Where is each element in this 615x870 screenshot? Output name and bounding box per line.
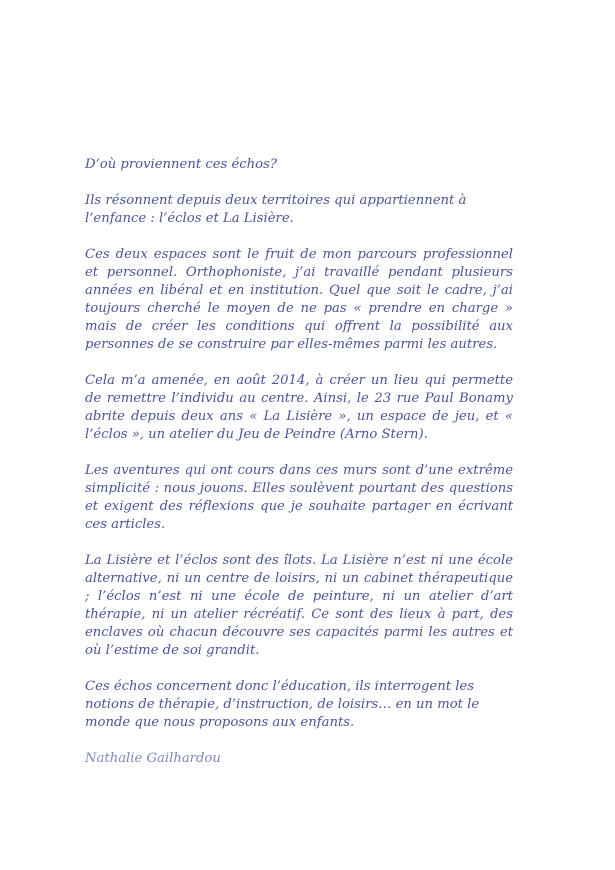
paragraph-conclusion: Ces échos concernent donc l’éducation, ils interrogent les notions de thérapie, d’instruction, de loisirs… en un mot le monde que nous proposons aux enfants. bbox=[85, 679, 480, 730]
opening-question: D’où proviennent ces échos? bbox=[85, 157, 277, 172]
paragraph-background: Ces deux espaces sont le fruit de mon parcours professionnel et personnel. Orthophoniste, j’ai travaillé pendant plusieurs années en libéral et en institution. Quel que soit le cadre, j’ai toujours cherché le moyen de ne pas « prendre en charge » mais de créer les conditions qui offrent la possibilité aux personnes de se construire par elles-mêmes parmi les autres. bbox=[85, 247, 513, 352]
document-body bbox=[85, 156, 513, 786]
paragraph-adventures: Les aventures qui ont cours dans ces murs sont d’une extrême simplicité : nous jouons. Elles soulèvent pourtant des questions et exigent des réflexions que je souhaite partager en écrivant ces articles. bbox=[85, 463, 513, 532]
paragraph-islands: La Lisière et l’éclos sont des îlots. La Lisière n’est ni une école alternative, ni un centre de loisirs, ni un cabinet thérapeutique ; l’éclos n’est ni une école de peinture, ni un atelier d’art thérapie, ni un atelier récréatif. Ce sont des lieux à part, des enclaves où chacun découvre ses capacités parmi les autres et où l’estime de soi grandit. bbox=[85, 553, 513, 658]
paragraph-territories: Ils résonnent depuis deux territoires qui appartiennent à l’enfance : l’éclos et La Lisière. bbox=[85, 193, 467, 226]
author-signature: Nathalie Gailhardou bbox=[85, 751, 221, 766]
paragraph-place: Cela m’a amenée, en août 2014, à créer un lieu qui permette de remettre l’individu au centre. Ainsi, le 23 rue Paul Bonamy abrite depuis deux ans « La Lisière », un espace de jeu, et « l’éclos », un atelier du Jeu de Peindre (Arno Stern). bbox=[85, 373, 513, 442]
